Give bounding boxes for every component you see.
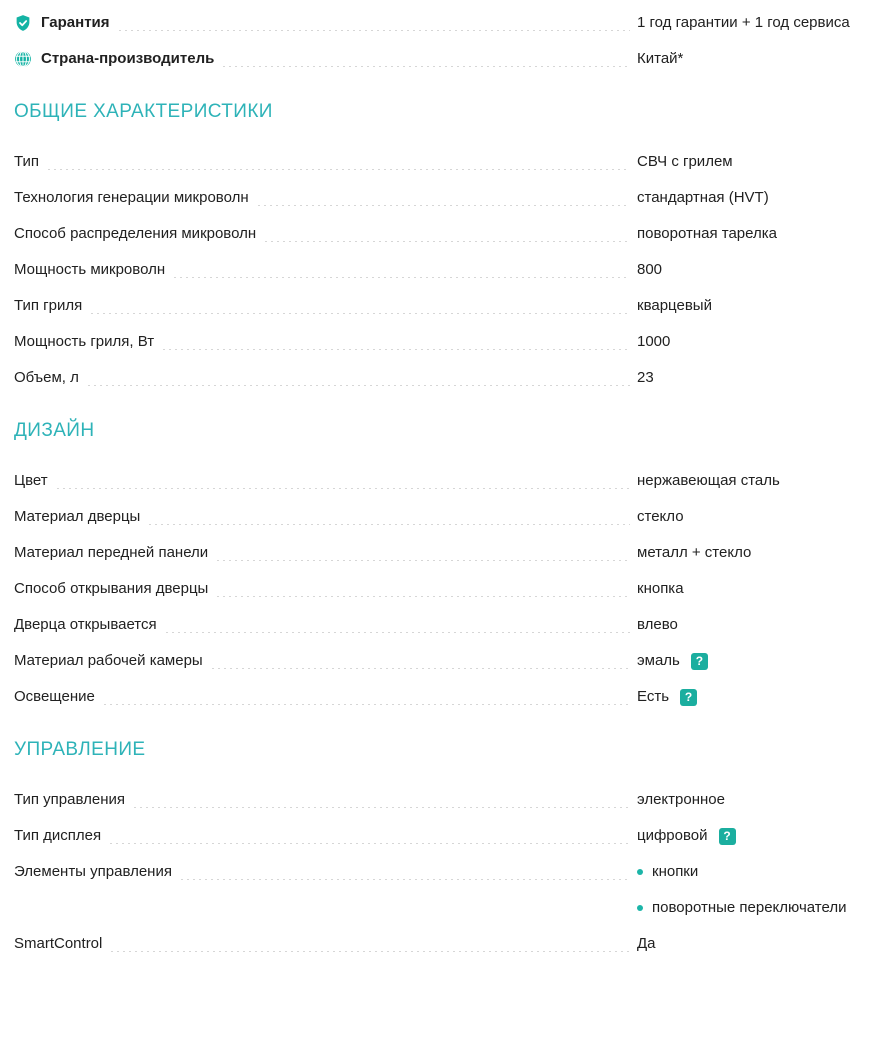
dotted-leader [174,259,630,278]
spec-row [14,295,866,317]
spec-row [14,187,866,209]
spec-value: стекло [637,508,684,525]
help-icon[interactable]: ? [719,828,736,845]
spec-label: Мощность микроволн [14,261,166,278]
spec-label: Цвет [14,472,48,489]
spec-label: Элементы управления [14,863,172,880]
spec-label: SmartControl [14,935,103,952]
dotted-leader [149,506,630,525]
section-title-control: УПРАВЛЕНИЕ [14,739,146,760]
spec-label: Способ открывания дверцы [14,580,209,597]
dotted-leader [88,367,630,386]
spec-value: поворотная тарелка [637,225,777,242]
spec-row [14,367,866,389]
spec-row [14,614,866,636]
dotted-leader [57,470,630,489]
dotted-leader [110,825,630,844]
spec-value: 23 [637,369,654,386]
bullet-text: кнопки [652,863,699,880]
spec-label: Технология генерации микроволн [14,189,249,206]
bullet-item [637,897,866,919]
warranty-value: 1 год гарантии + 1 год сервиса [637,14,850,31]
dotted-leader [163,331,630,350]
spec-row [14,259,866,281]
dotted-leader [258,187,630,206]
spec-value: стандартная (HVT) [637,189,769,206]
spec-label: Тип [14,153,40,170]
bullet-dot-icon [637,905,643,911]
dotted-leader [212,650,630,669]
shield-check-icon [14,14,32,32]
bullet-dot-icon [637,869,643,875]
spec-value: кварцевый [637,297,712,314]
section-general [14,100,866,389]
country-value: Китай* [637,50,684,67]
spec-row [14,686,866,708]
bullet-item [637,861,866,883]
spec-label: Тип дисплея [14,827,102,844]
dotted-leader [48,151,630,170]
spec-label: Тип управления [14,791,125,808]
spec-value: влево [637,616,678,633]
spec-row [14,542,866,564]
spec-value: электронное [637,791,725,808]
section-title-design: ДИЗАЙН [14,420,95,441]
spec-row [14,331,866,353]
dotted-leader [119,12,630,31]
highlight-rows [14,12,866,70]
spec-label: Материал дверцы [14,508,141,525]
section-design [14,419,866,708]
country-row [14,48,866,70]
spec-label: Материал передней панели [14,544,209,561]
dotted-leader [166,614,630,633]
dotted-leader [181,861,630,880]
spec-label: Объем, л [14,369,79,386]
spec-value: эмаль [637,652,680,669]
help-icon[interactable]: ? [691,653,708,670]
spec-value: металл + стекло [637,544,752,561]
dotted-leader [217,578,630,597]
spec-value: 800 [637,261,663,278]
spec-label: Тип гриля [14,297,83,314]
spec-value: 1000 [637,333,671,350]
globe-icon [14,50,32,68]
country-label: Страна-производитель [41,50,215,67]
spec-row [14,650,866,672]
spec-value: нержавеющая сталь [637,472,780,489]
dotted-leader [91,295,630,314]
spec-row [14,151,866,173]
spec-label: Способ распределения микроволн [14,225,257,242]
dotted-leader [217,542,630,561]
section-control [14,738,866,955]
spec-row [14,506,866,528]
spec-value: Да [637,935,656,952]
help-icon[interactable]: ? [680,689,697,706]
spec-row [14,578,866,600]
dotted-leader [265,223,630,242]
spec-label: Дверца открывается [14,616,157,633]
spec-row [14,789,866,811]
bullet-text: поворотные переключатели [652,899,847,916]
section-title-general: ОБЩИЕ ХАРАКТЕРИСТИКИ [14,101,273,122]
warranty-row [14,12,866,34]
dotted-leader [111,933,630,952]
spec-value: цифровой [637,827,708,844]
spec-value: кнопка [637,580,684,597]
dotted-leader [104,686,630,705]
dotted-leader [134,789,630,808]
spec-label: Материал рабочей камеры [14,652,203,669]
spec-row [14,223,866,245]
spec-row [14,861,866,919]
spec-row [14,470,866,492]
spec-value: Есть [637,688,670,705]
spec-row [14,825,866,847]
spec-label: Освещение [14,688,95,705]
dotted-leader [223,48,630,67]
spec-row [14,933,866,955]
spec-value: СВЧ с грилем [637,153,733,170]
spec-label: Мощность гриля, Вт [14,333,155,350]
warranty-label: Гарантия [41,14,110,31]
